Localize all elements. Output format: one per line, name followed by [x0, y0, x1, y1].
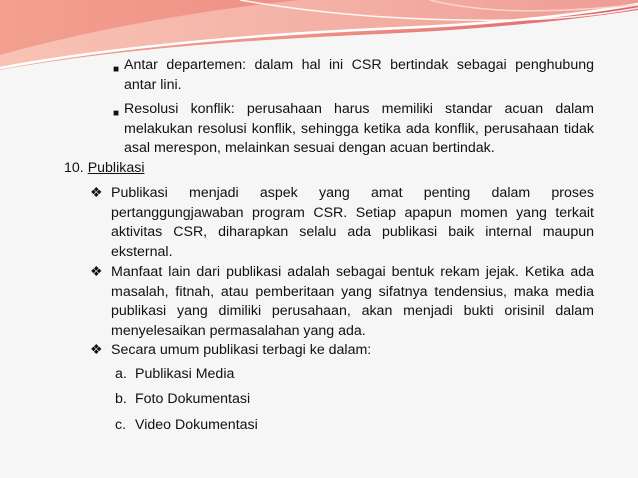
point-pembagian-publikasi: Secara umum publikasi terbagi ke dalam:	[111, 342, 372, 358]
point-publikasi-penting: Publikasi menjadi aspek yang amat penting dalam proses pertanggungjawaban program CSR. Setiap apapun momen yang terkait aktivitas CSR, diharapkan selalu ada publikasi baik internal maupun eksternal.	[111, 185, 594, 260]
subitem-marker: b.	[115, 391, 127, 407]
diamond-bullet-icon: ❖	[90, 263, 103, 279]
point-manfaat-publikasi: Manfaat lain dari publikasi adalah sebagai bentuk rekam jejak. Ketika ada masalah, fitnah, atau pemberitaan yang sifatnya tendensius, maka media publikasi yang dimiliki perusahaan, akan menjadi bukti orisinil dalam menyelesaikan permasalahan yang ada.	[111, 264, 594, 339]
square-bullet-icon: ■	[113, 108, 120, 119]
subitem-marker: c.	[115, 417, 127, 433]
diamond-bullet-icon: ❖	[90, 184, 103, 200]
subitem-b	[115, 390, 250, 410]
diamond-bullet-icon: ❖	[90, 341, 103, 357]
section-title: Publikasi	[87, 160, 145, 176]
section-heading	[64, 159, 144, 179]
subitem-marker: a.	[115, 366, 127, 382]
bullet-resolusi-konflik: Resolusi konflik: perusahaan harus memiliki standar acuan dalam melakukan resolusi konflik, sehingga ketika ada konflik, perusahaan tidak asal merespon, melainkan sesuai dengan acuan bertindak.	[124, 101, 594, 156]
subitem-c	[115, 416, 258, 436]
bullet-antar-departemen: Antar departemen: dalam hal ini CSR bertindak sebagai penghubung antar lini.	[124, 57, 594, 93]
subitem-label: Video Dokumentasi	[135, 417, 258, 433]
section-number: 10.	[64, 160, 84, 176]
subitem-label: Publikasi Media	[135, 366, 235, 382]
subitem-a	[115, 365, 234, 385]
square-bullet-icon: ■	[113, 64, 120, 75]
subitem-label: Foto Dokumentasi	[135, 391, 251, 407]
